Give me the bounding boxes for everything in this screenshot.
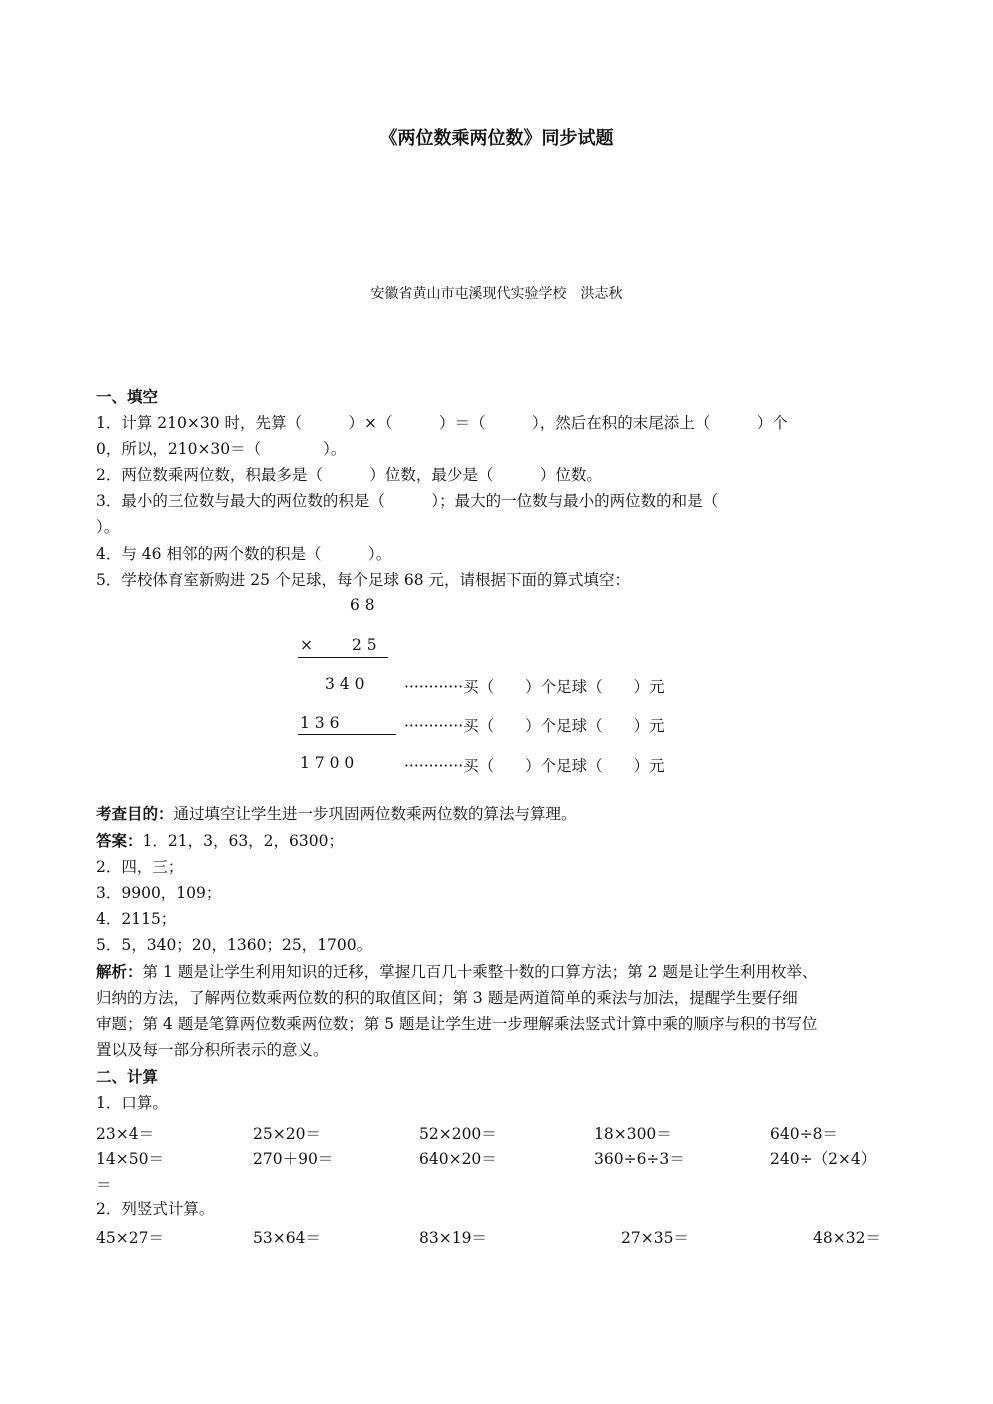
column-calc-item: 27×35＝ (621, 1229, 689, 1247)
purpose-label: 考查目的： (96, 804, 174, 823)
page-title: 《两位数乘两位数》同步试题 (379, 128, 614, 149)
question-2: 2．两位数乘两位数，积最多是（ ）位数，最少是（ ）位数。 (96, 466, 602, 484)
answer-3: 3．9900，109； (96, 884, 222, 902)
analysis-label: 解析： (96, 962, 143, 981)
oral-calc-item: 360÷6÷3＝ (594, 1150, 685, 1168)
question-5: 5．学校体育室新购进 25 个足球，每个足球 68 元，请根据下面的算式填空： (96, 571, 631, 589)
answer-1: 1．21，3，63，2，6300； (142, 832, 344, 850)
question-1-line2: 0，所以，210×30＝（ ）。 (96, 440, 347, 458)
question-3-line2: ）。 (96, 518, 120, 536)
vertical-partial-2: 1 3 6 (300, 714, 340, 732)
analysis-text-2: 归纳的方法，了解两位数乘两位数的积的取值区间；第 3 题是两道简单的乘法与加法，提醒学生要仔细 (96, 989, 798, 1007)
column-calc-item: 53×64＝ (253, 1229, 321, 1247)
column-calc-heading: 2．列竖式计算。 (96, 1200, 215, 1218)
author-line: 安徽省黄山市屯溪现代实验学校 洪志秋 (370, 286, 623, 302)
oral-calc-item: 25×20＝ (253, 1125, 321, 1143)
column-calc-item: 48×32＝ (813, 1229, 881, 1247)
oral-calc-heading: 1．口算。 (96, 1094, 168, 1112)
purpose-line (96, 801, 577, 827)
section2-heading: 二、计算 (96, 1067, 159, 1086)
oral-calc-item: 52×200＝ (419, 1125, 497, 1143)
question-1-line1: 1．计算 210×30 时，先算（ ）×（ ）＝（ ），然后在积的末尾添上（ ）个 (96, 414, 788, 432)
answer-5: 5．5，340；20，1360；25，1700。 (96, 936, 373, 954)
oral-calc-item: 14×50＝ (96, 1150, 164, 1168)
answer-label: 答案： (96, 831, 143, 850)
answer-4: 4．2115； (96, 910, 177, 928)
oral-calc-wrap: ＝ (96, 1176, 112, 1194)
analysis-line-1 (96, 959, 817, 985)
vertical-rule-1 (298, 657, 388, 658)
analysis-text-3: 审题；第 4 题是笔算两位数乘两位数；第 5 题是让学生进一步理解乘法竖式计算中乘的顺序与积的书写位 (96, 1015, 818, 1033)
question-3-line1: 3．最小的三位数与最大的两位数的积是（ ）；最大的一位数与最小的两位数的和是（ (96, 492, 719, 510)
oral-calc-item: 640÷8＝ (770, 1125, 838, 1143)
vertical-label-3: ············买（ ）个足球（ ）元 (404, 757, 665, 775)
vertical-label-2: ············买（ ）个足球（ ）元 (404, 717, 665, 735)
section1-heading: 一、填空 (96, 387, 159, 406)
column-calc-item: 45×27＝ (96, 1229, 164, 1247)
vertical-label-1: ············买（ ）个足球（ ）元 (404, 678, 665, 696)
oral-calc-item: 640×20＝ (419, 1150, 497, 1168)
oral-calc-item: 240÷（2×4） (770, 1150, 877, 1168)
question-4: 4．与 46 相邻的两个数的积是（ ）。 (96, 545, 392, 563)
answer-2: 2．四，三； (96, 858, 184, 876)
oral-calc-item: 270＋90＝ (253, 1150, 334, 1168)
answer-line-1 (96, 828, 344, 854)
oral-calc-item: 18×300＝ (594, 1125, 672, 1143)
vertical-multiplier: 2 5 (352, 636, 377, 654)
purpose-text: 通过填空让学生进一步巩固两位数乘两位数的算法与算理。 (173, 805, 577, 823)
vertical-partial-1: 3 4 0 (325, 675, 365, 693)
vertical-rule-2 (298, 734, 396, 735)
analysis-text-1: 第 1 题是让学生利用知识的迁移，掌握几百几十乘整十数的口算方法；第 2 题是让学生利用枚举、 (142, 963, 818, 981)
oral-calc-item: 23×4＝ (96, 1125, 155, 1143)
vertical-times-sign: × (300, 636, 313, 654)
vertical-product: 1 7 0 0 (300, 754, 355, 772)
analysis-text-4: 置以及每一部分积所表示的意义。 (96, 1041, 329, 1059)
vertical-multiplicand: 6 8 (350, 596, 375, 614)
column-calc-item: 83×19＝ (419, 1229, 487, 1247)
